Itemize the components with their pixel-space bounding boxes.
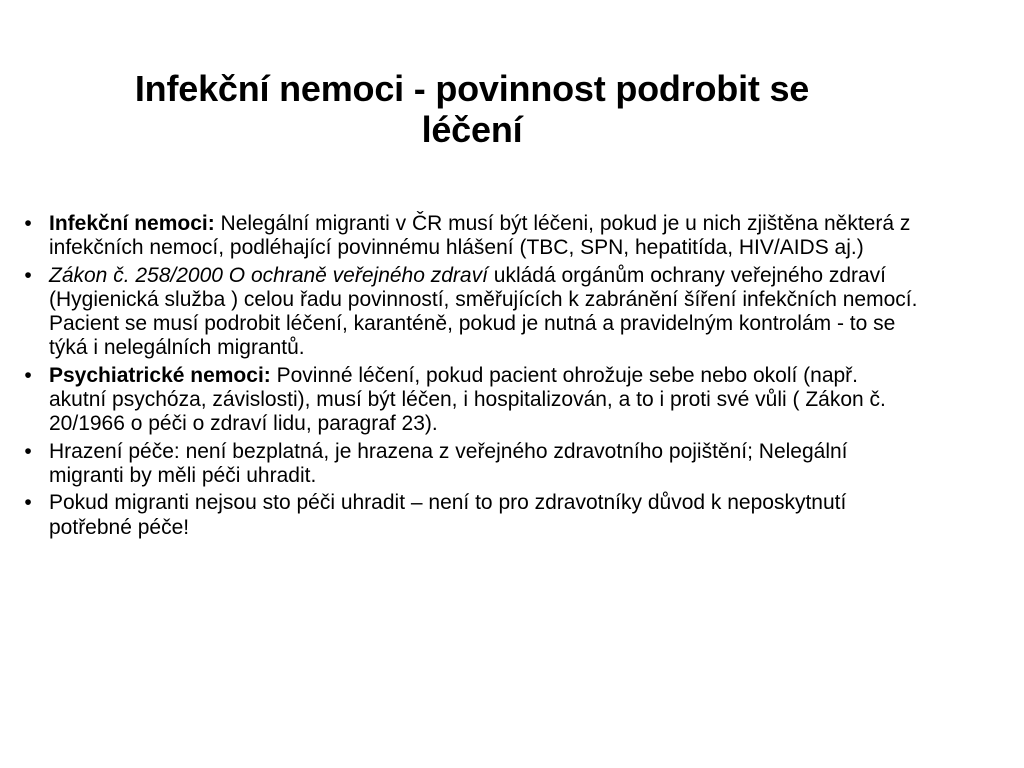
bullet-icon: • bbox=[24, 212, 32, 235]
bullet-item-payment bbox=[18, 440, 918, 489]
bullet-lead: Infekční nemoci: bbox=[49, 212, 215, 235]
bullet-icon: • bbox=[24, 491, 32, 515]
slide-title-line-2: léčení bbox=[421, 109, 523, 150]
bullet-item-public-health-act bbox=[18, 264, 918, 361]
bullet-text: Pokud migranti nejsou sto péči uhradit – není to pro zdravotníky důvod k neposkytnutí potřebné péče! bbox=[49, 491, 847, 539]
bullet-text: Povinné léčení, pokud pacient ohrožuje sebe nebo okolí (např. akutní psychóza, závislosti), musí být léčen, i hospitalizován, a to i proti své vůli ( Zákon č. 20/1966 o péči o zdraví lidu, paragraf 23). bbox=[49, 363, 886, 436]
bullet-lead: Psychiatrické nemoci: bbox=[49, 363, 271, 387]
bullet-text: ukládá orgánům ochrany veřejného zdraví (Hygienická služba ) celou řadu povinností, směřujících k zabránění šíření infekčních nemocí. Pacient se musí podrobit léčení, karanténě, pokud je nutná a pravidelným kontrolám - to se týká i nelegálních migrantů. bbox=[49, 263, 918, 360]
slide-title bbox=[60, 68, 884, 150]
bullet-icon: • bbox=[24, 363, 32, 387]
bullet-text: Hrazení péče: není bezplatná, je hrazena z veřejného zdravotního pojištění; Nelegální migranti by měli péči uhradit. bbox=[49, 439, 848, 487]
bullet-item-infectious-diseases bbox=[18, 212, 918, 261]
bullet-item-unable-to-pay bbox=[18, 491, 918, 540]
bullet-icon: • bbox=[24, 263, 32, 287]
bullet-item-psychiatric-diseases bbox=[18, 364, 918, 437]
bullet-icon: • bbox=[24, 439, 32, 463]
bullet-list bbox=[18, 212, 918, 543]
bullet-lead: Zákon č. 258/2000 O ochraně veřejného zdraví bbox=[49, 263, 488, 287]
bullet-text: Nelegální migranti v ČR musí být léčeni, pokud je u nich zjištěna některá z infekčních nemocí, podléhající povinnému hlášení (TBC, SPN, hepatitída, HIV/AIDS aj.) bbox=[49, 212, 911, 260]
slide-title-line-1: Infekční nemoci - povinnost podrobit se bbox=[134, 68, 810, 109]
